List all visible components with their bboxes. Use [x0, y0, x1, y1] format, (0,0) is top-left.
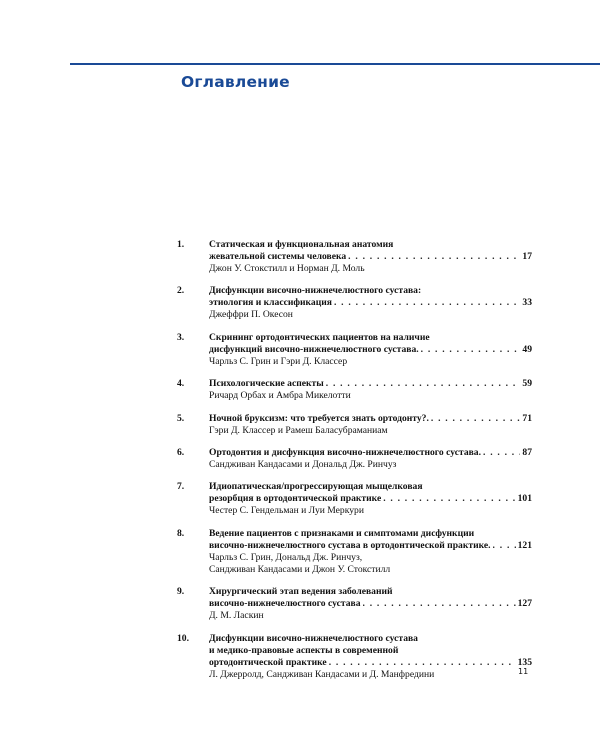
toc-entry-title: ортодонтической практике: [209, 656, 327, 668]
toc-entry-title: дисфункций височно-нижнечелюстного сустава.: [209, 343, 419, 355]
toc-entry[interactable]: [177, 633, 532, 681]
toc-entry-page: 17: [522, 251, 532, 262]
toc-entry-title: Дисфункции височно-нижнечелюстного сустава: [209, 632, 418, 644]
toc-entry-number: 3.: [177, 331, 185, 343]
dot-leader: [493, 540, 516, 552]
toc-entry-authors: Сандживан Кандасами и Джон У. Стокстилл: [209, 563, 391, 575]
dot-leader: [348, 251, 520, 263]
toc-entry[interactable]: [177, 586, 532, 622]
toc-entry-title: Психологические аспекты: [209, 378, 324, 390]
toc-entry-authors: Ричард Орбах и Амбра Микелотти: [209, 390, 351, 402]
toc-entry-title: Ортодонтия и дисфункция височно-нижнечелюстного сустава.: [209, 446, 482, 458]
toc-entry[interactable]: [177, 332, 532, 368]
toc-entry-authors: Л. Джерролд, Сандживан Кандасами и Д. Манфредини: [209, 668, 435, 680]
dot-leader: [363, 598, 516, 610]
toc-entry[interactable]: [177, 481, 532, 517]
toc-entry-title: височно-нижнечелюстного сустава: [209, 598, 361, 610]
toc-entry-page: 87: [522, 446, 532, 458]
toc-entry-title: Статическая и функциональная анатомия: [209, 239, 394, 250]
toc-entry-authors: Чарльз С. Грин и Гэри Д. Классер: [209, 355, 348, 367]
toc-entry-page: 59: [522, 378, 532, 390]
dot-leader: [383, 493, 515, 505]
toc-entry-title: жевательной системы человека: [209, 251, 347, 262]
toc-entry-page: 49: [522, 343, 532, 355]
toc-entry-title: резорбция в ортодонтической практике: [209, 493, 382, 505]
table-of-contents: [177, 239, 532, 691]
page-number: 11: [518, 667, 529, 676]
toc-entry-title: Дисфункции височно-нижнечелюстного сустава:: [209, 285, 422, 297]
toc-entry-number: 7.: [177, 481, 185, 493]
toc-entry-authors: Джон У. Стокстилл и Норман Д. Моль: [209, 263, 365, 274]
toc-entry[interactable]: [177, 528, 532, 576]
toc-entry-title: Скрининг ортодонтических пациентов на наличие: [209, 331, 430, 343]
toc-entry-title: и медико-правовые аспекты в современной: [209, 644, 399, 656]
toc-entry-title: Ведение пациентов с признаками и симптомами дисфункции: [209, 527, 475, 539]
toc-entry-number: 6.: [177, 446, 185, 458]
toc-entry-number: 1.: [177, 239, 185, 250]
toc-entry-authors: Д. М. Ласкин: [209, 610, 264, 622]
toc-entry-title: Идиопатическая/прогрессирующая мыщелковая: [209, 481, 423, 493]
toc-entry[interactable]: [177, 447, 532, 471]
toc-entry-number: 10.: [177, 632, 189, 644]
dot-leader: [421, 344, 521, 356]
toc-entry-page: 33: [522, 297, 532, 309]
page-title: Оглавление: [181, 73, 290, 91]
toc-entry-authors: Гэри Д. Классер и Рамеш Баласубраманиам: [209, 424, 388, 436]
toc-entry-authors: Джеффри П. Окесон: [209, 309, 293, 321]
dot-leader: [329, 657, 516, 669]
toc-entry-number: 9.: [177, 586, 185, 598]
toc-entry[interactable]: [177, 285, 532, 321]
toc-entry-number: 2.: [177, 285, 185, 297]
toc-entry-title: височно-нижнечелюстного сустава в ортодонтической практике.: [209, 539, 491, 551]
toc-entry-page: 135: [517, 656, 532, 668]
toc-entry[interactable]: [177, 378, 532, 402]
toc-entry-title: Хирургический этап ведения заболеваний: [209, 586, 393, 598]
toc-entry[interactable]: [177, 413, 532, 437]
toc-entry-authors: Честер С. Гендельман и Луи Меркури: [209, 505, 364, 517]
dot-leader: [334, 297, 520, 309]
dot-leader: [431, 413, 521, 425]
header-rule: [70, 63, 600, 65]
toc-entry-page: 101: [517, 493, 532, 505]
toc-entry[interactable]: [177, 239, 532, 275]
toc-entry-number: 8.: [177, 527, 185, 539]
toc-entry-page: 121: [517, 539, 532, 551]
toc-entry-page: 71: [522, 412, 532, 424]
toc-entry-authors: Сандживан Кандасами и Дональд Дж. Ринчуз: [209, 458, 397, 470]
toc-entry-number: 4.: [177, 378, 185, 390]
toc-entry-authors: Чарльз С. Грин, Дональд Дж. Ринчуз,: [209, 551, 363, 563]
dot-leader: [483, 447, 520, 459]
dot-leader: [326, 378, 521, 390]
toc-entry-number: 5.: [177, 412, 185, 424]
toc-entry-page: 127: [517, 598, 532, 610]
toc-entry-title: Ночной бруксизм: что требуется знать ортодонту?.: [209, 412, 429, 424]
toc-entry-title: этиология и классификация: [209, 297, 332, 309]
